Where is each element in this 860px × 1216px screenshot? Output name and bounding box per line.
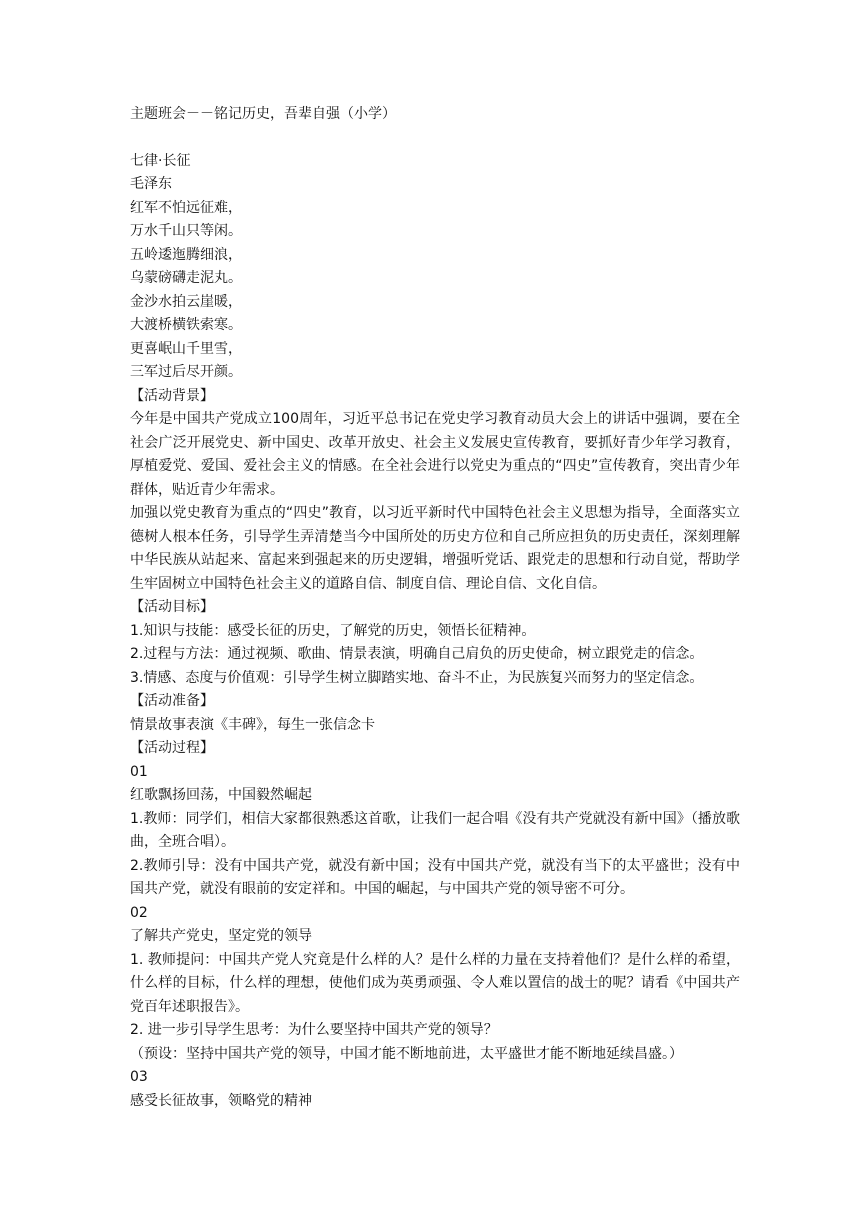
process-item: （预设：坚持中国共产党的领导，中国才能不断地前进，太平盛世才能不断地延续昌盛。）: [130, 1045, 683, 1062]
poem-title: 七律·长征: [130, 152, 191, 169]
poem-line: 乌蒙磅礴走泥丸。: [130, 270, 242, 286]
document-title: 主题班会－－铭记历史，吾辈自强（小学）: [130, 106, 396, 122]
section-title: 了解共产党史，坚定党的领导: [130, 928, 312, 944]
poem-line: 红军不怕远征难，: [130, 199, 242, 216]
process-item: 2.教师引导：没有中国共产党，就没有新中国；没有中国共产党，就没有当下的太平盛世；没有中国共产党，就没有眼前的安定祥和。中国的崛起，与中国共产党的领导密不可分。: [130, 857, 740, 897]
poem-line: 五岭逶迤腾细浪，: [130, 246, 242, 263]
background-heading: 【活动背景】: [130, 387, 214, 404]
section-title: 感受长征故事，领略党的精神: [130, 1092, 312, 1109]
goals-heading: 【活动目标】: [130, 599, 214, 615]
poem-line: 更喜岷山千里雪，: [130, 340, 242, 357]
document-page: [130, 103, 740, 1113]
section-number: 03: [130, 1069, 148, 1085]
background-paragraph: 今年是中国共产党成立100周年，习近平总书记在党史学习教育动员大会上的讲话中强调，要在全社会广泛开展党史、新中国史、改革开放史、社会主义发展史宣传教育，要抓好青少年学习教育，厚植爱党、爱国、爱社会主义的情感。在全社会进行以党史为重点的“四史”宣传教育，突出青少年群体，贴近青少年需求。: [130, 411, 740, 498]
process-item: 1. 教师提问：中国共产党人究竟是什么样的人？是什么样的力量在支持着他们？是什么样的希望，什么样的目标，什么样的理想，使他们成为英勇顽强、令人难以置信的战士的呢？请看《中国共产党百年述职报告》。: [130, 951, 740, 1015]
section-number: 02: [130, 904, 148, 921]
goal-item: 2.过程与方法：通过视频、歌曲、情景表演，明确自己肩负的历史使命，树立跟党走的信念。: [130, 646, 704, 662]
process-item: 2. 进一步引导学生思考：为什么要坚持中国共产党的领导？: [130, 1022, 498, 1038]
section-number: 01: [130, 763, 148, 780]
process-item: 1.教师：同学们，相信大家都很熟悉这首歌，让我们一起合唱《没有共产党就没有新中国》（播放歌曲，全班合唱）。: [130, 810, 740, 850]
poem-author: 毛泽东: [130, 176, 172, 192]
poem-line: 三军过后尽开颜。: [130, 364, 242, 380]
poem-line: 万水千山只等闲。: [130, 223, 242, 239]
goal-item: 3.情感、态度与价值观：引导学生树立脚踏实地、奋斗不止，为民族复兴而努力的坚定信念。: [130, 669, 704, 686]
goal-item: 1.知识与技能：感受长征的历史，了解党的历史，领悟长征精神。: [130, 622, 536, 639]
poem-line: 金沙水拍云崖暖，: [130, 293, 242, 310]
poem-line: 大渡桥横铁索寒。: [130, 317, 242, 333]
section-title: 红歌飘扬回荡，中国毅然崛起: [130, 787, 312, 803]
preparation-heading: 【活动准备】: [130, 693, 214, 709]
process-heading: 【活动过程】: [130, 740, 214, 756]
background-paragraph: 加强以党史教育为重点的“四史”教育，以习近平新时代中国特色社会主义思想为指导，全面落实立德树人根本任务，引导学生弄清楚当今中国所处的历史方位和自己所应担负的历史责任，深刻理解中华民族从站起来、富起来到强起来的历史逻辑，增强听党话、跟党走的思想和行动自觉，帮助学生牢固树立中国特色社会主义的道路自信、制度自信、理论自信、文化自信。: [130, 505, 740, 592]
blank-line: [130, 127, 740, 150]
preparation-text: 情景故事表演《丰碑》，每生一张信念卡: [130, 716, 375, 733]
